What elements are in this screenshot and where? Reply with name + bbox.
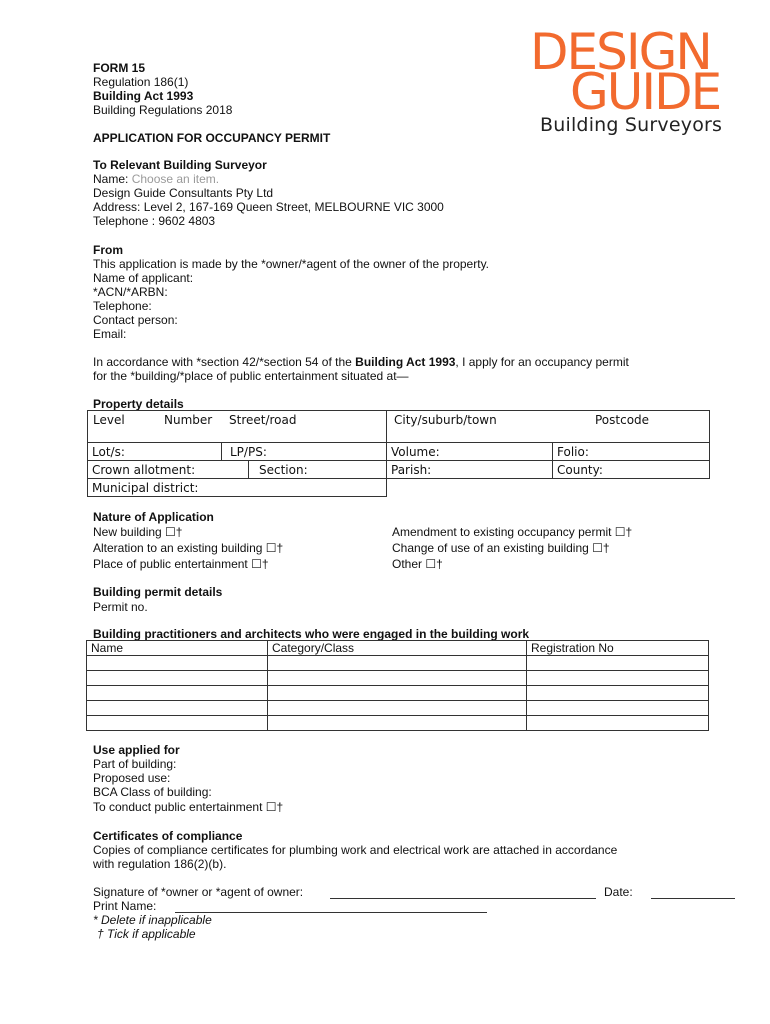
building-regulations: Building Regulations 2018 — [93, 103, 233, 117]
postcode-label: Postcode — [595, 413, 650, 427]
change-of-use-checkbox[interactable]: Change of use of an existing building ☐† — [392, 541, 610, 555]
amendment-checkbox[interactable]: Amendment to existing occupancy permit ☐† — [392, 525, 633, 539]
table-row[interactable] — [87, 716, 709, 731]
surveyor-telephone: Telephone : 9602 4803 — [93, 214, 216, 228]
section-label: Section: — [259, 463, 308, 477]
tick-note: † Tick if applicable — [97, 927, 196, 941]
accordance-act: Building Act 1993 — [355, 355, 456, 369]
logo-guide-text: GUIDE — [570, 63, 721, 121]
address-right-cell[interactable] — [386, 410, 710, 443]
accordance-pre: In accordance with *section 42/*section 54 of the — [93, 355, 356, 369]
table-cell[interactable] — [87, 671, 268, 686]
column-header-registration: Registration No — [527, 641, 709, 656]
surveyor-address: Address: Level 2, 167-169 Queen Street, MELBOURNE VIC 3000 — [93, 200, 444, 214]
certificates-heading: Certificates of compliance — [93, 829, 243, 843]
accordance-post: , I apply for an occupancy permit — [455, 355, 629, 369]
proposed-use-field[interactable]: Proposed use: — [93, 771, 171, 785]
number-label: Number — [164, 413, 213, 427]
address-left-cell[interactable] — [87, 410, 387, 443]
use-heading: Use applied for — [93, 743, 180, 757]
part-of-building-field[interactable]: Part of building: — [93, 757, 177, 771]
table-row[interactable] — [87, 656, 709, 671]
permit-number-field[interactable]: Permit no. — [93, 600, 148, 614]
form-number: FORM 15 — [93, 61, 146, 75]
table-cell[interactable] — [268, 686, 527, 701]
table-cell[interactable] — [527, 716, 709, 731]
crown-allotment-cell[interactable]: Crown allotment: — [87, 460, 249, 479]
table-cell[interactable] — [268, 656, 527, 671]
new-building-checkbox[interactable]: New building ☐† — [93, 525, 183, 539]
lpps-cell[interactable] — [221, 442, 387, 461]
from-intro: This application is made by the *owner/*agent of the owner of the property. — [93, 257, 490, 271]
to-heading: To Relevant Building Surveyor — [93, 158, 267, 172]
signature-line[interactable] — [330, 887, 596, 899]
city-label: City/suburb/town — [394, 413, 497, 427]
logo-design-text: DESIGN — [530, 23, 711, 81]
parish-cell[interactable]: Parish: — [386, 460, 553, 479]
certificates-text-line2: with regulation 186(2)(b). — [93, 857, 227, 871]
table-cell[interactable] — [87, 686, 268, 701]
conduct-entertainment-checkbox[interactable]: To conduct public entertainment ☐† — [93, 800, 284, 814]
table-row[interactable] — [87, 671, 709, 686]
public-entertainment-checkbox[interactable]: Place of public entertainment ☐† — [93, 557, 269, 571]
table-cell[interactable] — [527, 701, 709, 716]
date-line[interactable] — [651, 887, 735, 899]
table-row[interactable] — [87, 686, 709, 701]
certificates-text-line1: Copies of compliance certificates for plumbing work and electrical work are attached in accordance — [93, 843, 618, 857]
from-heading: From — [93, 243, 123, 257]
surveyor-company: Design Guide Consultants Pty Ltd — [93, 186, 274, 200]
company-logo — [530, 23, 730, 140]
table-cell[interactable] — [87, 701, 268, 716]
folio-cell[interactable]: Folio: — [552, 442, 710, 461]
signature-label: Signature of *owner or *agent of owner: — [93, 885, 304, 899]
lots-cell[interactable]: Lot/s: — [87, 442, 222, 461]
bca-class-field[interactable]: BCA Class of building: — [93, 785, 212, 799]
table-row[interactable] — [87, 701, 709, 716]
act-reference: Building Act 1993 — [93, 89, 194, 103]
table-header-row — [87, 641, 709, 656]
regulation: Regulation 186(1) — [93, 75, 189, 89]
street-label: Street/road — [229, 413, 297, 427]
volume-cell[interactable]: Volume: — [386, 442, 553, 461]
column-header-category: Category/Class — [268, 641, 527, 656]
practitioners-heading: Building practitioners and architects who were engaged in the building work — [93, 627, 530, 641]
email-field[interactable]: Email: — [93, 327, 127, 341]
table-cell[interactable] — [87, 656, 268, 671]
column-header-name: Name — [87, 641, 268, 656]
table-cell[interactable] — [268, 716, 527, 731]
logo-subtitle: Building Surveyors — [540, 114, 723, 136]
date-label: Date: — [604, 885, 633, 899]
county-cell[interactable]: County: — [552, 460, 710, 479]
table-cell[interactable] — [527, 656, 709, 671]
print-name-label: Print Name: — [93, 899, 157, 913]
level-label: Level — [93, 413, 125, 427]
contact-person-field[interactable]: Contact person: — [93, 313, 178, 327]
section-cell[interactable] — [248, 460, 387, 479]
page-title: APPLICATION FOR OCCUPANCY PERMIT — [93, 131, 331, 145]
print-name-line[interactable] — [175, 901, 487, 913]
accordance-line2: for the *building/*place of public entertainment situated at— — [93, 369, 409, 383]
table-cell[interactable] — [527, 686, 709, 701]
table-cell[interactable] — [527, 671, 709, 686]
table-cell[interactable] — [268, 671, 527, 686]
applicant-name-field[interactable]: Name of applicant: — [93, 271, 194, 285]
nature-heading: Nature of Application — [93, 510, 214, 524]
telephone-field[interactable]: Telephone: — [93, 299, 152, 313]
practitioners-table — [86, 640, 709, 731]
accordance-statement — [93, 355, 629, 369]
delete-note: * Delete if inapplicable — [93, 913, 212, 927]
surveyor-name-dropdown[interactable]: Choose an item. — [131, 172, 220, 186]
surveyor-name-row — [93, 172, 219, 186]
property-heading: Property details — [93, 397, 184, 411]
table-cell[interactable] — [87, 716, 268, 731]
acn-field[interactable]: *ACN/*ARBN: — [93, 285, 168, 299]
lpps-label: LP/PS: — [230, 445, 267, 459]
municipal-district-cell[interactable]: Municipal district: — [87, 478, 387, 497]
surveyor-name-label: Name: — [93, 172, 132, 186]
other-checkbox[interactable]: Other ☐† — [392, 557, 443, 571]
alteration-checkbox[interactable]: Alteration to an existing building ☐† — [93, 541, 284, 555]
permit-heading: Building permit details — [93, 585, 223, 599]
table-cell[interactable] — [268, 701, 527, 716]
